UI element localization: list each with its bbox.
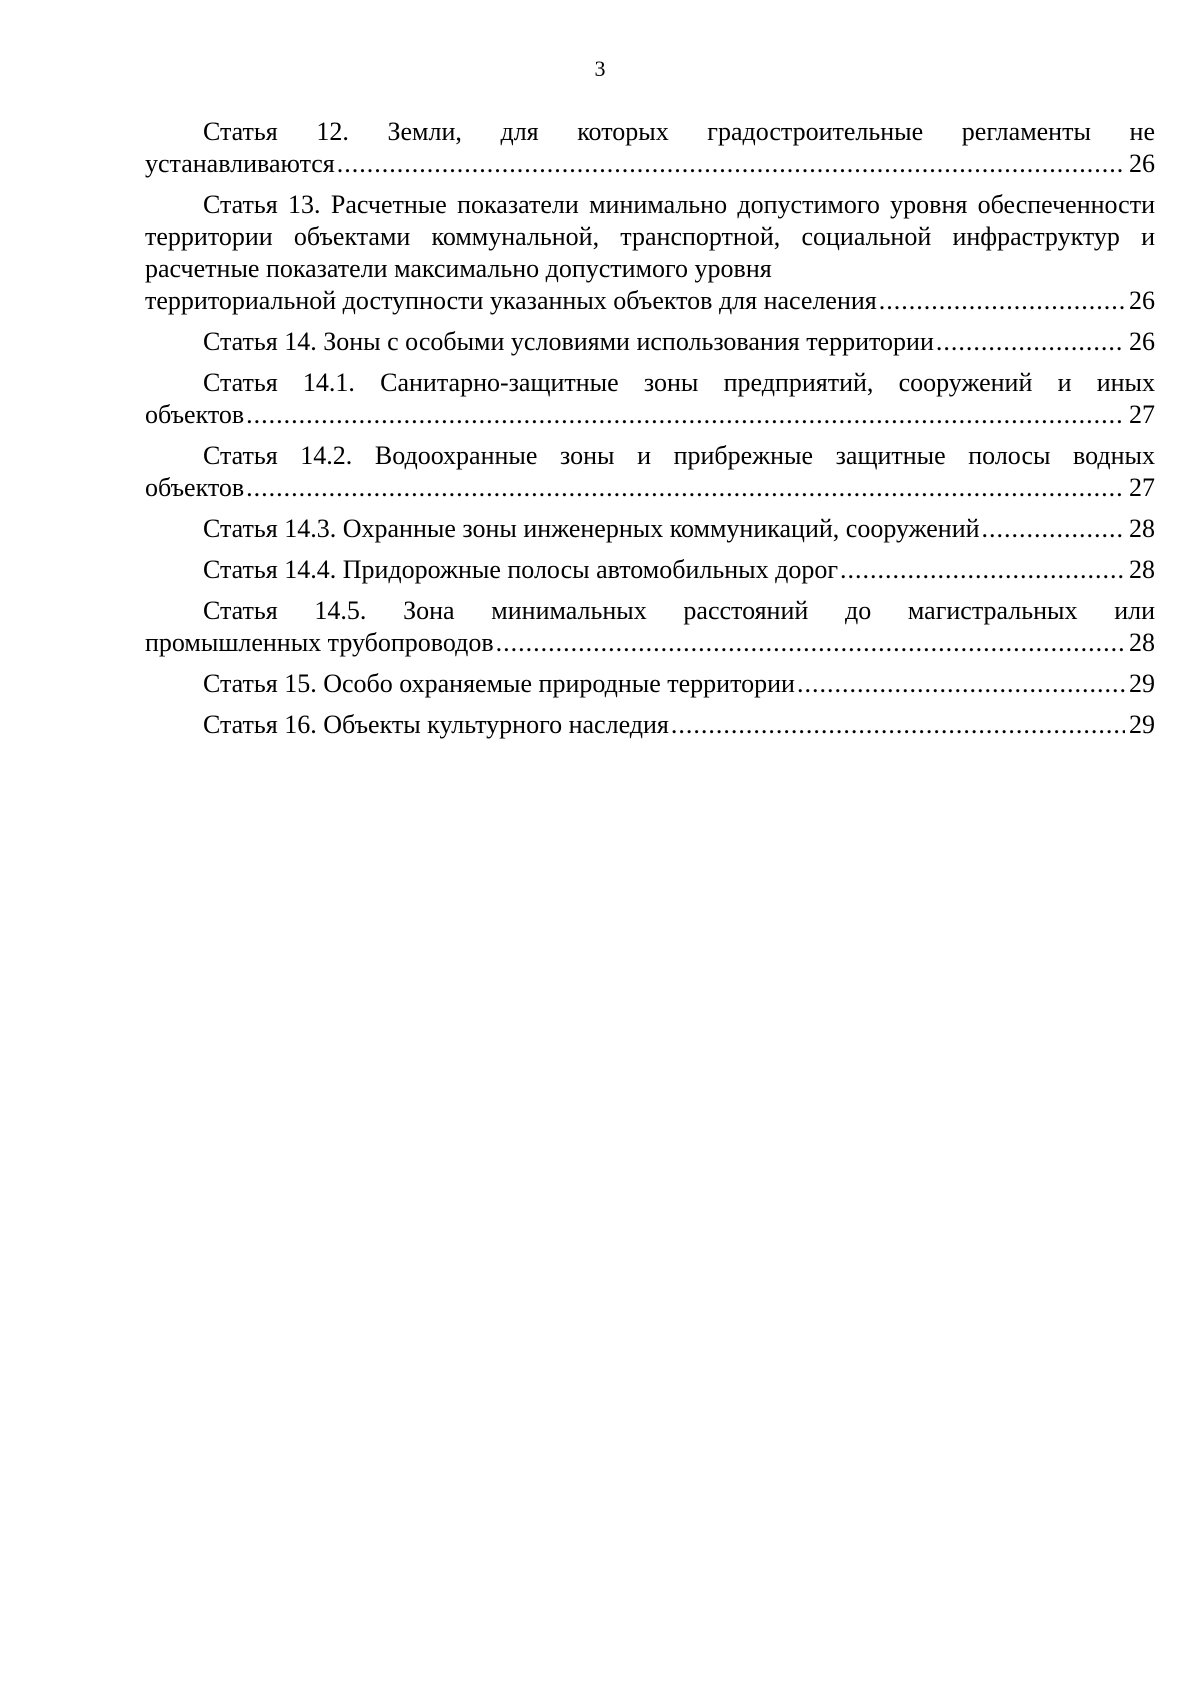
toc-entry-article-14-4[interactable]	[145, 554, 1155, 586]
toc-page-number: 27	[1129, 473, 1155, 502]
toc-entry-last-text: Статья 14.4. Придорожные полосы автомобильных дорог	[203, 555, 838, 584]
dot-leader	[797, 668, 1125, 700]
toc-page-number: 27	[1129, 400, 1155, 429]
toc-entry-last-line	[145, 472, 1155, 504]
toc-entry-last-line	[145, 148, 1155, 180]
toc-page-number: 26	[1129, 286, 1155, 315]
toc-page-number: 26	[1129, 327, 1155, 356]
toc-entry-last-line	[145, 399, 1155, 431]
toc-entry-article-16[interactable]	[145, 709, 1155, 741]
toc-entry-article-15[interactable]	[145, 668, 1155, 700]
toc-entry-article-14-5[interactable]	[145, 595, 1155, 659]
dot-leader	[246, 399, 1125, 431]
toc-entry-last-text: Статья 14. Зоны с особыми условиями использования территории	[203, 327, 934, 356]
toc-entry-last-text: Статья 14.3. Охранные зоны инженерных коммуникаций, сооружений	[203, 514, 980, 543]
toc-entry-article-14-3[interactable]	[145, 513, 1155, 545]
dot-leader	[246, 472, 1125, 504]
toc-page-number: 28	[1129, 555, 1155, 584]
toc-entry-last-text: объектов	[145, 400, 245, 429]
toc-entry-last-line	[145, 513, 1155, 545]
toc-page-number: 29	[1129, 710, 1155, 739]
dot-leader	[936, 326, 1125, 358]
toc-entry-last-line	[145, 668, 1155, 700]
toc-entry-article-14-2[interactable]	[145, 440, 1155, 504]
toc-entry-text: Статья 14.2. Водоохранные зоны и прибрежные защитные полосы водных	[203, 441, 1155, 470]
toc-entry-article-13[interactable]	[145, 189, 1155, 317]
dot-leader	[982, 513, 1125, 545]
toc-entry-last-text: устанавливаются	[145, 149, 335, 178]
dot-leader	[671, 709, 1125, 741]
toc-page-number: 28	[1129, 628, 1155, 657]
toc-page-number: 29	[1129, 669, 1155, 698]
toc-entry-article-14[interactable]	[145, 326, 1155, 358]
table-of-contents	[145, 116, 1155, 750]
dot-leader	[879, 285, 1125, 317]
page-number: 3	[594, 56, 606, 81]
toc-entry-last-text: Статья 16. Объекты культурного наследия	[203, 710, 669, 739]
dot-leader	[496, 627, 1125, 659]
toc-entry-last-line	[145, 285, 1155, 317]
toc-entry-last-line	[145, 709, 1155, 741]
dot-leader	[840, 554, 1125, 586]
toc-entry-last-text: промышленных трубопроводов	[145, 628, 494, 657]
toc-entry-last-line	[145, 627, 1155, 659]
toc-entry-text: Статья 13. Расчетные показатели минимально допустимого уровня обеспеченности территории объектами коммунальной, транспортной, социальной инфраструктур и расчетные показатели максимально допустимого уровня	[145, 190, 1155, 283]
dot-leader	[337, 148, 1125, 180]
toc-entry-last-line	[145, 326, 1155, 358]
toc-entry-last-text: территориальной доступности указанных объектов для населения	[145, 286, 877, 315]
toc-entry-article-14-1[interactable]	[145, 367, 1155, 431]
toc-page-number: 26	[1129, 149, 1155, 178]
toc-entry-text: Статья 12. Земли, для которых градостроительные регламенты не	[203, 117, 1155, 146]
toc-entry-last-line	[145, 554, 1155, 586]
toc-entry-last-text: Статья 15. Особо охраняемые природные территории	[203, 669, 795, 698]
toc-page-number: 28	[1129, 514, 1155, 543]
toc-entry-text: Статья 14.1. Санитарно-защитные зоны предприятий, сооружений и иных	[203, 368, 1155, 397]
toc-entry-last-text: объектов	[145, 473, 245, 502]
toc-entry-article-12[interactable]	[145, 116, 1155, 180]
toc-entry-text: Статья 14.5. Зона минимальных расстояний до магистральных или	[203, 596, 1155, 625]
